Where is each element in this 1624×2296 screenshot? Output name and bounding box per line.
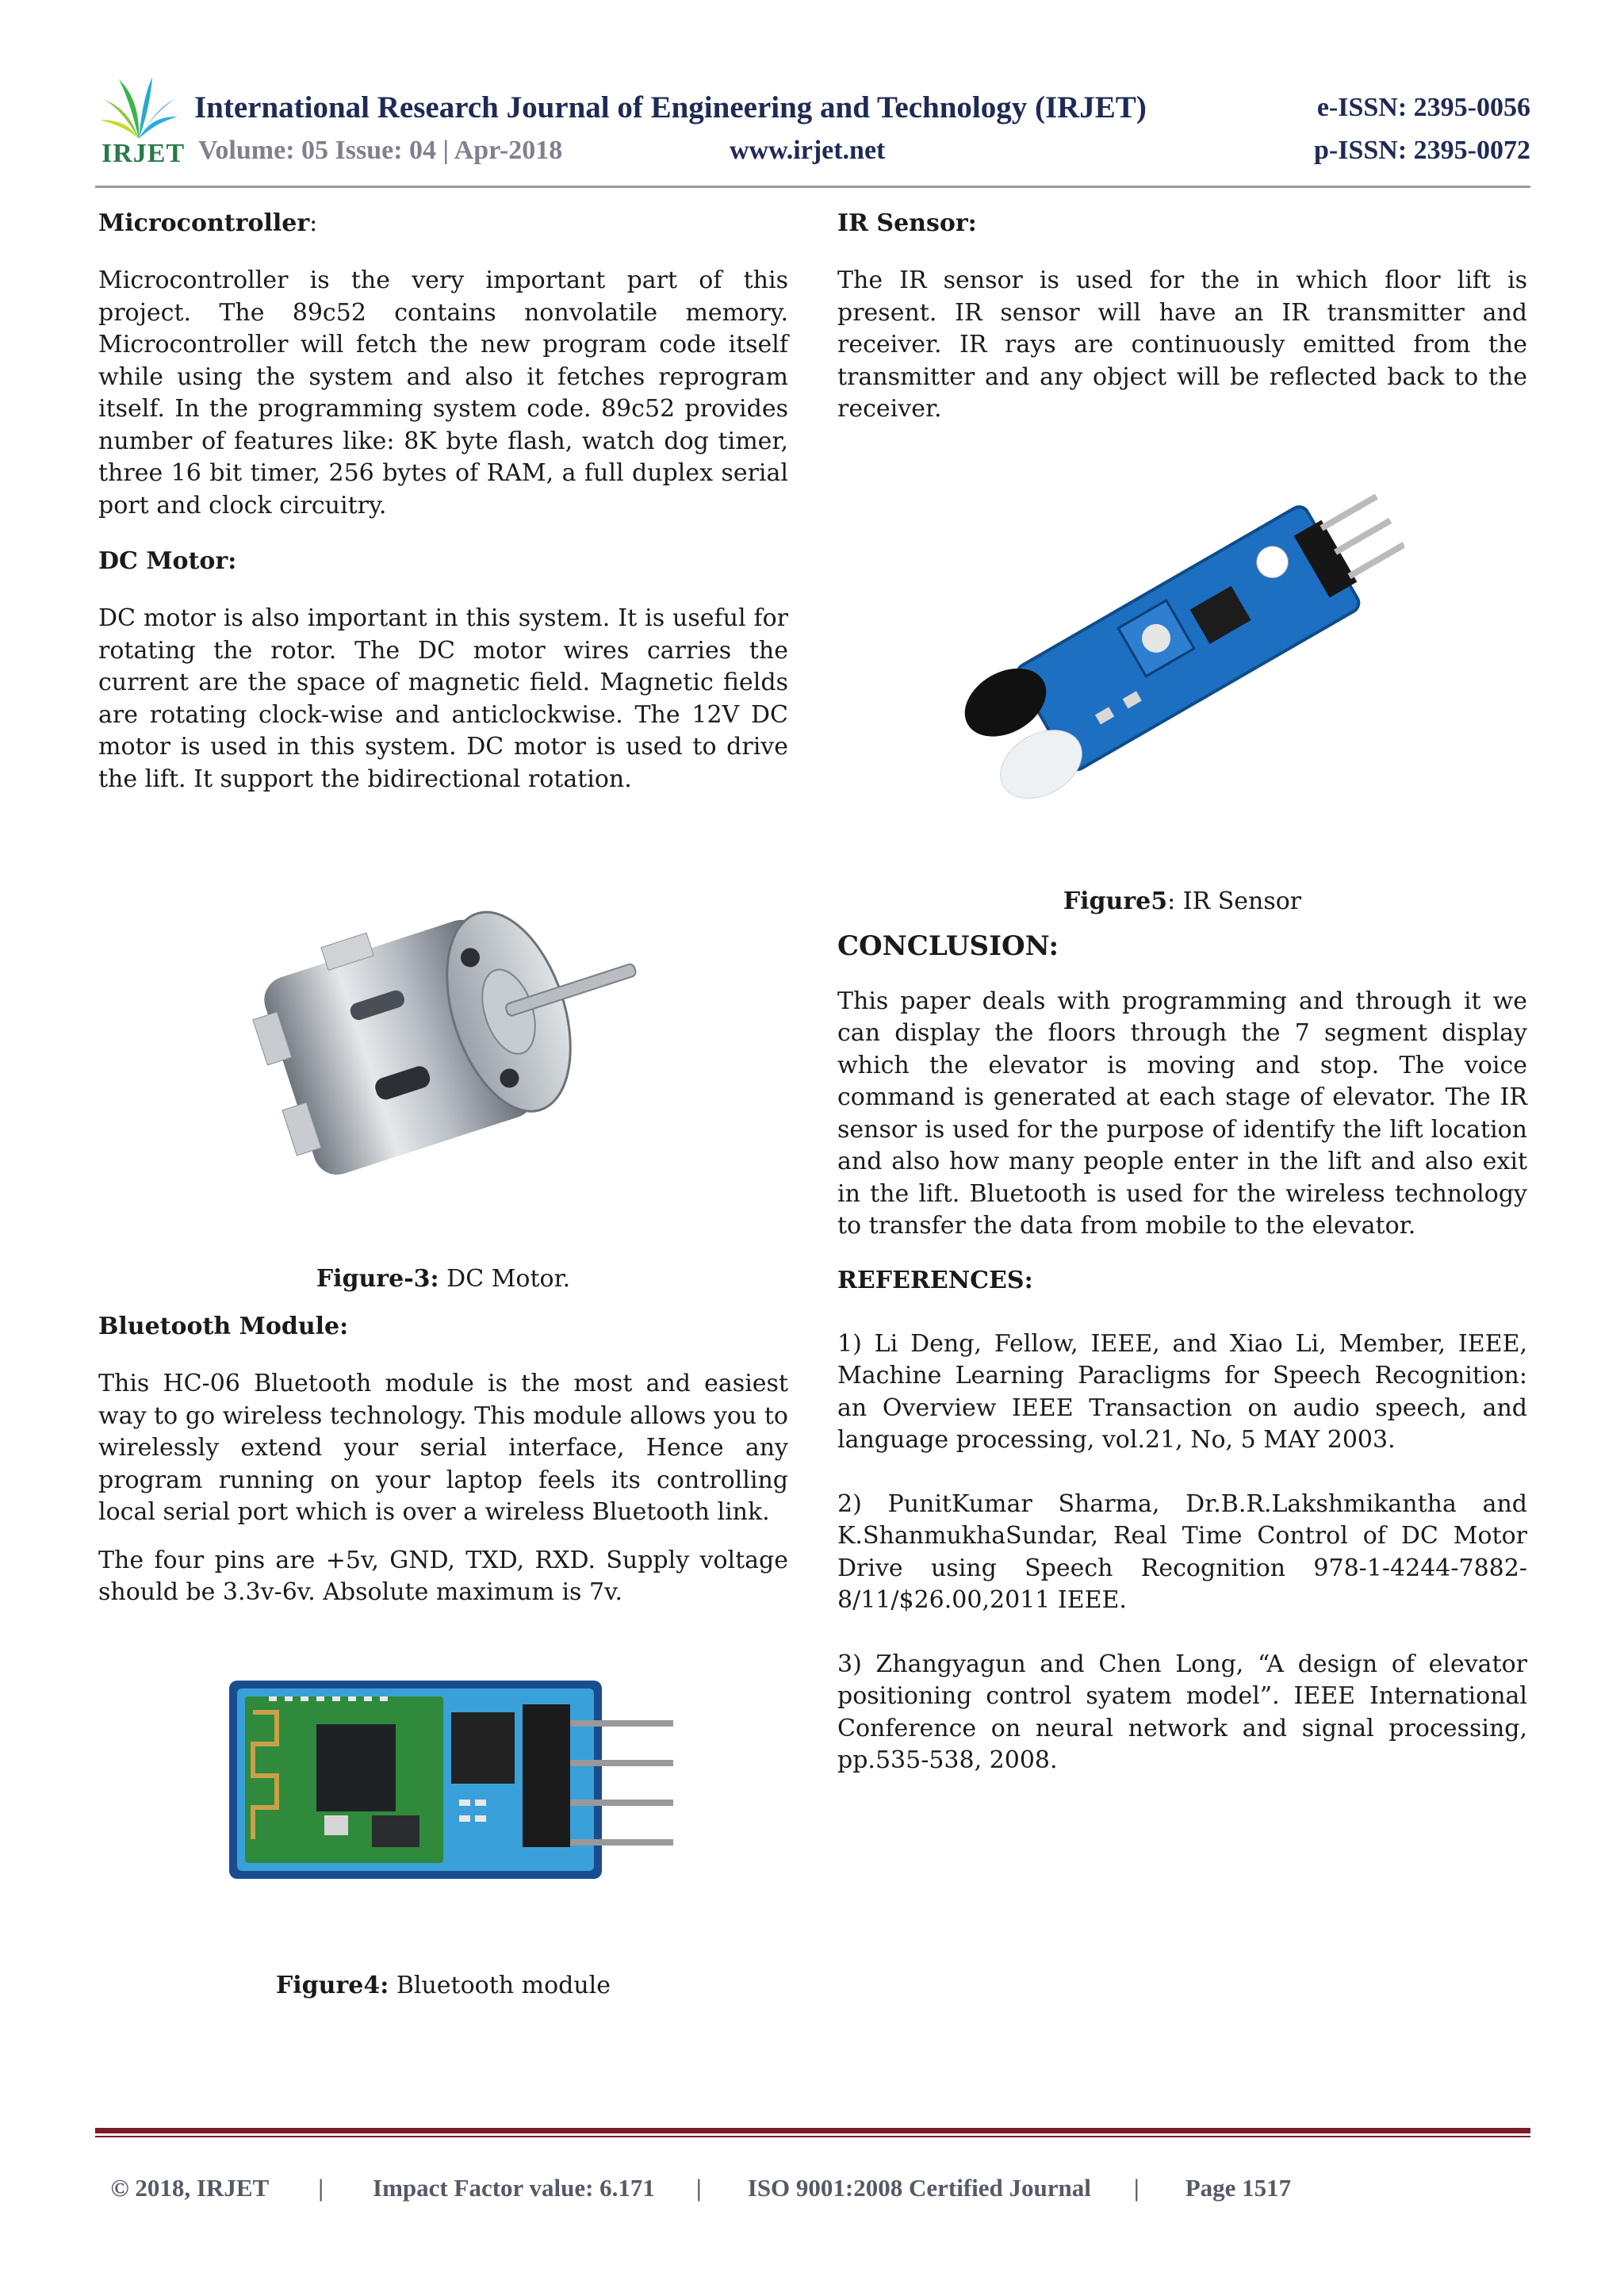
bluetooth-heading: Bluetooth Module: (98, 1313, 349, 1340)
ir-sensor-paragraph: The IR sensor is used for the in which floor lift is present. IR sensor will have an IR transmitter and receiver. IR rays are continuously emitted from the transmitter and any object will be reflected back to the receiver. (837, 266, 1527, 423)
journal-title: International Research Journal of Engineering and Technology (IRJET) (194, 90, 1147, 125)
logo-text: IRJET (102, 139, 186, 168)
bluetooth-module-figure (205, 1665, 681, 1887)
reference-2: 2) PunitKumar Sharma, Dr.B.R.Lakshmikantha and K.ShanmukhaSundar, Real Time Control of DC Motor Drive using Speech Recognition 978-1-4244-7882-8/11/$26.00,2011 IEEE. (837, 1489, 1527, 1614)
footer-separator: | (1133, 2174, 1139, 2202)
dc-motor-figure (221, 859, 665, 1224)
footer-impact-factor: Impact Factor value: 6.171 (373, 2174, 655, 2202)
footer-rule-thin (95, 2136, 1530, 2137)
right-column (837, 208, 1527, 1777)
dc-motor-paragraph: DC motor is also important in this system. It is useful for rotating the rotor. The DC motor wires carries the current are the space of magnetic field. Magnetic fields are rotating clock-wise and anticlockwise. The 12V DC motor is used in this system. DC motor is used to drive the lift. It support the bidirectional rotation. (98, 604, 788, 793)
dc-motor-heading: DC Motor: (98, 547, 237, 575)
footer-rule-thick (95, 2128, 1530, 2133)
figure-3-caption: Figure-3: DC Motor. (316, 1265, 571, 1293)
footer-separator: | (318, 2174, 324, 2202)
figure-4-caption: Figure4: Bluetooth module (275, 1971, 611, 1999)
figure-5-caption: Figure5: IR Sensor (1063, 887, 1302, 915)
conclusion-paragraph: This paper deals with programming and through it we can display the floors through the 7 segment display which the elevator is moving and stop. The voice command is generated at each stage of elevator. The IR sensor is used for the purpose of identify the lift location and also how many people enter in the lift and also exit in the lift. Bluetooth is used for the wireless technology to transfer the data from mobile to the elevator. (837, 987, 1527, 1240)
ir-sensor-figure (960, 450, 1404, 870)
e-issn: e-ISSN: 2395-0056 (1316, 93, 1530, 122)
conclusion-heading: CONCLUSION: (837, 930, 1059, 962)
footer-separator: | (695, 2174, 702, 2202)
header-divider (95, 186, 1530, 188)
reference-3: 3) Zhangyagun and Chen Long, “A design of elevator positioning control syatem model”. IEEE International Conference on neural network and signal processing, pp.535-538, 2008. (837, 1650, 1527, 1774)
microcontroller-paragraph: Microcontroller is the very important part of this project. The 89c52 contains nonvolatile memory. Microcontroller will fetch the new program code itself while using the system and also it fetches reprogram itself. In the programming system code. 89c52 provides number of features like: 8K byte flash, watch dog timer, three 16 bit timer, 256 bytes of RAM, a full duplex serial port and clock circuitry. (98, 266, 788, 519)
volume-issue: Volume: 05 Issue: 04 | Apr-2018 (198, 136, 563, 165)
left-column (98, 208, 788, 2002)
footer-copyright: © 2018, IRJET (110, 2174, 270, 2202)
journal-website-link[interactable]: www.irjet.net (730, 136, 886, 165)
bluetooth-paragraph-2: The four pins are +5v, GND, TXD, RXD. Supply voltage should be 3.3v-6v. Absolute maximum is 7v. (98, 1546, 788, 1606)
references-heading: REFERENCES: (837, 1266, 1033, 1294)
reference-1: 1) Li Deng, Fellow, IEEE, and Xiao Li, Member, IEEE, Machine Learning Paracligms for Speech Recognition: an Overview IEEE Transaction on audio speech, and language processing, vol.21, No, 5 MAY 2003. (837, 1329, 1527, 1454)
ir-sensor-heading: IR Sensor: (837, 209, 977, 237)
irjet-logo (95, 75, 186, 171)
logo-leaves-icon (95, 75, 182, 147)
page-footer (98, 2145, 1291, 2202)
footer-page-number: Page 1517 (1185, 2174, 1292, 2202)
footer-iso: ISO 9001:2008 Certified Journal (747, 2174, 1091, 2202)
page-header (95, 75, 1530, 186)
bluetooth-paragraph-1: This HC-06 Bluetooth module is the most and easiest way to go wireless technology. This module allows you to wirelessly extend your serial interface, Hence any program running on your laptop feels its controlling local serial port which is over a wireless Bluetooth link. (98, 1370, 788, 1526)
p-issn: p-ISSN: 2395-0072 (1314, 136, 1530, 165)
microcontroller-heading: Microcontroller: (98, 209, 318, 237)
